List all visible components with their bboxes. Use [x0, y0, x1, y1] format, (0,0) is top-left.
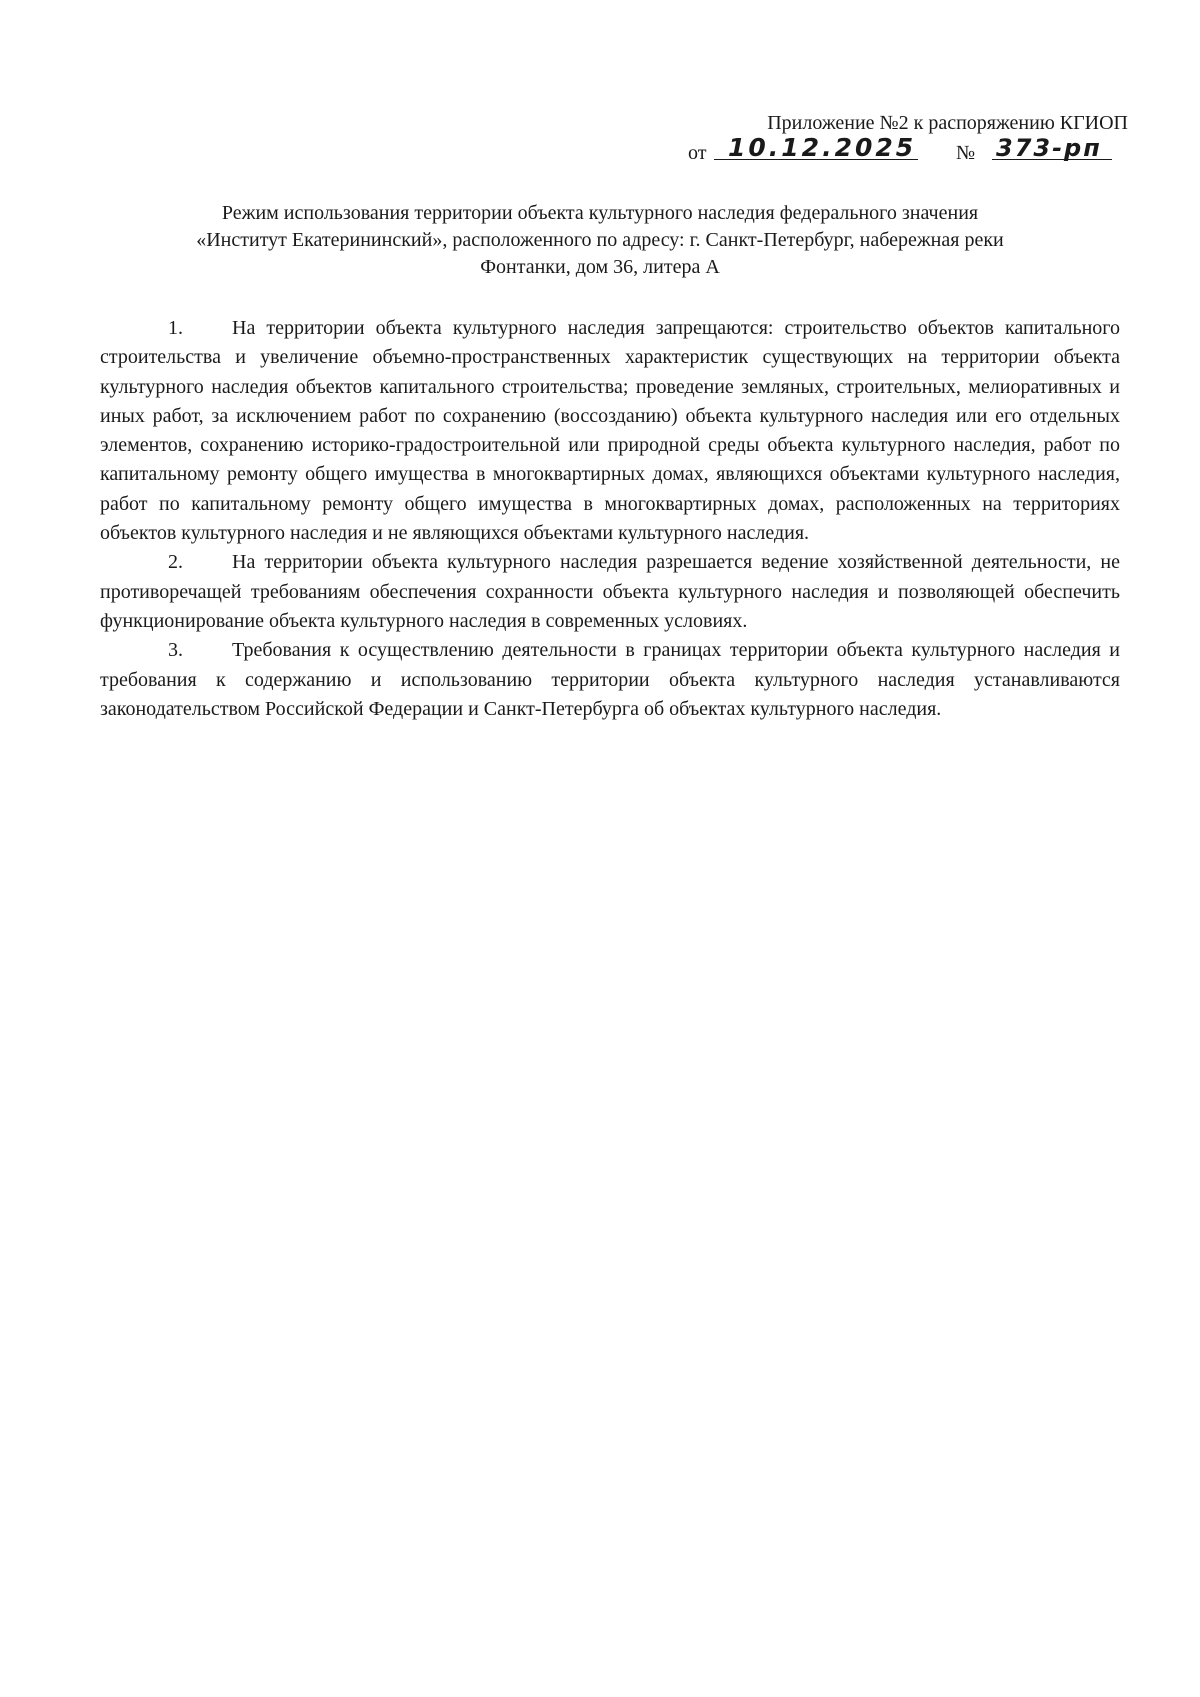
- paragraph-text: На территории объекта культурного наследия разрешается ведение хозяйственной деятельности, не противоречащей требованиям обеспечения сохранности объекта культурного наследия и позволяющей обеспечить функционирование объекта культурного наследия в современных условиях.: [100, 551, 1120, 632]
- paragraph-number: 3.: [168, 639, 183, 662]
- date-prefix: от: [688, 142, 707, 164]
- paragraph-text: На территории объекта культурного наследия запрещаются: строительство объектов капитального строительства и увеличение объемно-пространственных характеристик существующих на территории объекта культурного наследия объектов капитального строительства; проведение земляных, строительных, мелиоративных и иных работ, за исключением работ по сохранению (воссозданию) объекта культурного наследия или его отдельных элементов, сохранению историко-градостроительной или природной среды объекта культурного наследия, работ по капитальному ремонту общего имущества в многоквартирных домах, являющихся объектами культурного наследия, работ по капитальному ремонту общего имущества в многоквартирных домах, расположенных на территориях объектов культурного наследия и не являющихся объектами культурного наследия.: [100, 317, 1120, 545]
- paragraph-number: 2.: [168, 551, 183, 574]
- document-title: [100, 200, 1100, 281]
- handwritten-order-number: 373-рп: [992, 136, 1112, 160]
- number-sign: №: [956, 142, 976, 164]
- document-body: [100, 314, 1120, 724]
- paragraph-1: [100, 314, 1120, 548]
- paragraph-2: [100, 548, 1120, 636]
- title-line-1: Режим использования территории объекта культурного наследия федерального значения: [221, 202, 979, 224]
- order-reference: [688, 133, 1128, 166]
- paragraph-text: Требования к осуществлению деятельности в границах территории объекта культурного наследия и требования к содержанию и использованию территории объекта культурного наследия устанавливаются законодательством Российской Федерации и Санкт-Петербурга об объектах культурного наследия.: [100, 639, 1120, 720]
- handwritten-date: 10.12.2025: [714, 136, 918, 160]
- paragraph-number: 1.: [168, 317, 183, 339]
- appendix-caption: Приложение №2 к распоряжению КГИОП: [767, 112, 1128, 134]
- title-line-2: «Институт Екатерининский», расположенного по адресу: г. Санкт-Петербург, набережная реки: [196, 229, 1004, 251]
- title-line-3: Фонтанки, дом 36, литера А: [480, 256, 720, 278]
- paragraph-3: [100, 636, 1120, 724]
- appendix-header: [688, 110, 1128, 166]
